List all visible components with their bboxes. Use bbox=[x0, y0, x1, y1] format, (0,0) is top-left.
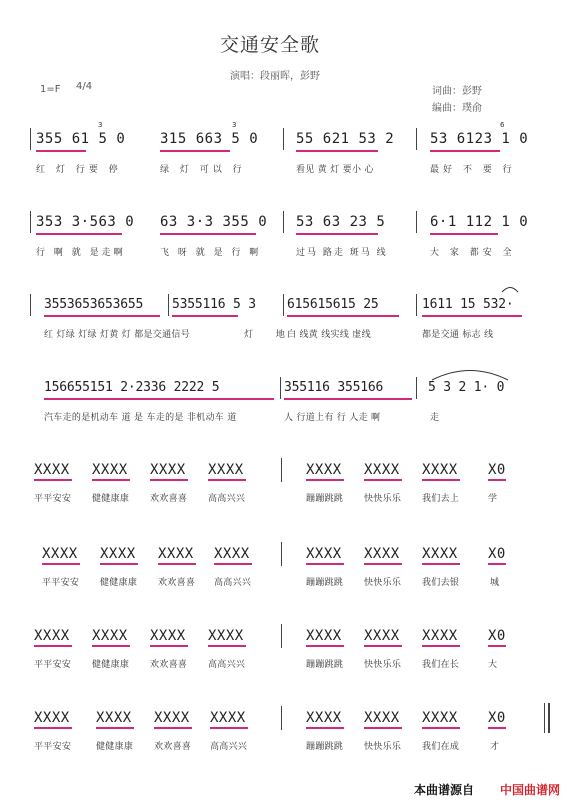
beat: XXXX bbox=[34, 628, 70, 644]
measure: 53 63 23 5 bbox=[296, 214, 386, 230]
beat: XXXX bbox=[364, 628, 400, 644]
lyric: 红 灯 行要 停 bbox=[36, 165, 122, 175]
barline bbox=[281, 458, 282, 482]
barline bbox=[280, 377, 281, 399]
barline bbox=[281, 624, 282, 648]
final-barline bbox=[544, 703, 545, 733]
barline bbox=[30, 128, 31, 150]
barline bbox=[416, 128, 417, 150]
composer-credit: 词曲：彭野 bbox=[432, 86, 482, 97]
measure: 615615615 25 bbox=[287, 297, 379, 312]
rhythm-word: 快快乐乐 bbox=[364, 494, 402, 504]
measure: 55 621 53 2 bbox=[296, 131, 395, 147]
time-signature: 4/4 bbox=[76, 81, 93, 92]
lyric: 过马 路走 斑马 线 bbox=[296, 248, 388, 258]
barline bbox=[283, 294, 284, 316]
barline bbox=[30, 294, 31, 316]
beat: XXXX bbox=[364, 462, 400, 478]
measure: 5355116 5 3 bbox=[172, 297, 256, 312]
measure: 355 61 5 0 bbox=[36, 131, 126, 147]
arranger-credit: 编曲：璞俞 bbox=[432, 103, 482, 114]
beat: XXXX bbox=[422, 710, 458, 726]
lyric: 绿 灯 可以 行 bbox=[160, 165, 246, 175]
beat: XXXX bbox=[208, 628, 244, 644]
rhythm-word: 欢欢喜喜 bbox=[158, 578, 196, 588]
key-signature: 1=F bbox=[40, 84, 61, 95]
rhythm-word: 欢欢喜喜 bbox=[154, 742, 192, 752]
beat: XXXX bbox=[34, 462, 70, 478]
rhythm-word: 我们去银 bbox=[422, 578, 460, 588]
beat: XXXX bbox=[214, 546, 250, 562]
barline bbox=[281, 542, 282, 566]
rhythm-word: 高高兴兴 bbox=[214, 578, 252, 588]
source-prefix: 本曲谱源自 bbox=[414, 783, 475, 797]
barline bbox=[281, 706, 282, 730]
rhythm-word: 蹦蹦跳跳 bbox=[306, 494, 344, 504]
beat: XXXX bbox=[422, 462, 458, 478]
rhythm-word: 健健康康 bbox=[100, 578, 138, 588]
final-barline bbox=[548, 703, 550, 733]
beat: XXXX bbox=[422, 546, 458, 562]
rhythm-word: 欢欢喜喜 bbox=[150, 660, 188, 670]
beat: XXXX bbox=[92, 462, 128, 478]
beat: X0 bbox=[488, 710, 506, 726]
rhythm-word: 我们去上 bbox=[422, 494, 460, 504]
beat: XXXX bbox=[364, 710, 400, 726]
lyric: 人 行道上有 行 人走 啊 bbox=[284, 413, 381, 423]
measure: 3553653653655 bbox=[44, 297, 144, 312]
lyric: 走 bbox=[430, 413, 440, 423]
measure: 1611 15 532· bbox=[422, 297, 514, 312]
beat: XXXX bbox=[150, 628, 186, 644]
beat: XXXX bbox=[306, 546, 342, 562]
measure: 6·1 112 1 0 bbox=[430, 214, 529, 230]
rhythm-word: 快快乐乐 bbox=[364, 742, 402, 752]
rhythm-word: 大 bbox=[488, 660, 498, 670]
rhythm-word: 蹦蹦跳跳 bbox=[306, 742, 344, 752]
rhythm-word: 健健康康 bbox=[96, 742, 134, 752]
beat: X0 bbox=[488, 546, 506, 562]
rhythm-word: 健健康康 bbox=[92, 660, 130, 670]
rhythm-word: 平平安安 bbox=[34, 660, 72, 670]
beat: XXXX bbox=[306, 462, 342, 478]
measure: 353 3·563 0 bbox=[36, 214, 135, 230]
beat: XXXX bbox=[92, 628, 128, 644]
beat: XXXX bbox=[34, 710, 70, 726]
measure: 63 3·3 355 0 bbox=[160, 214, 268, 230]
beat: X0 bbox=[488, 462, 506, 478]
lyric: 看见 黄 灯 要小 心 bbox=[296, 165, 374, 175]
rhythm-word: 我们在成 bbox=[422, 742, 460, 752]
lyric: 汽车走的是机动车 道 是 车走的是 非机动车 道 bbox=[44, 413, 237, 423]
rhythm-word: 蹦蹦跳跳 bbox=[306, 660, 344, 670]
barline bbox=[283, 211, 284, 233]
rhythm-word: 平平安安 bbox=[34, 742, 72, 752]
rhythm-word: 高高兴兴 bbox=[210, 742, 248, 752]
barline bbox=[30, 211, 31, 233]
lyric: 灯 地 bbox=[244, 330, 295, 340]
beat: XXXX bbox=[42, 546, 78, 562]
barline bbox=[416, 377, 417, 399]
lyric: 白 线黄 线实线 虚线 bbox=[287, 330, 371, 340]
measure: 355116 355166 bbox=[284, 380, 384, 395]
lyric: 都是交通 标志 线 bbox=[422, 330, 494, 340]
beat: XXXX bbox=[158, 546, 194, 562]
beat: XXXX bbox=[364, 546, 400, 562]
lyric: 大 家 都安 全 bbox=[430, 248, 516, 258]
barline bbox=[416, 294, 417, 316]
lyric: 最好 不 要 行 bbox=[430, 165, 516, 175]
beat: XXXX bbox=[422, 628, 458, 644]
rhythm-word: 快快乐乐 bbox=[364, 660, 402, 670]
measure: 156655151 2·2336 2222 5 bbox=[44, 380, 220, 395]
lyric: 红 灯绿 灯绿 灯黄 灯 都是交通信号 bbox=[44, 330, 191, 340]
rhythm-word: 城 bbox=[490, 578, 500, 588]
beat: XXXX bbox=[306, 628, 342, 644]
barline bbox=[168, 294, 169, 316]
rhythm-word: 平平安安 bbox=[34, 494, 72, 504]
source-site-link[interactable]: 中国曲谱网 bbox=[500, 783, 561, 797]
barline bbox=[416, 211, 417, 233]
beat: XXXX bbox=[96, 710, 132, 726]
rhythm-word: 平平安安 bbox=[42, 578, 80, 588]
measure: 53 6123 1 0 bbox=[430, 131, 529, 147]
rhythm-word: 健健康康 bbox=[92, 494, 130, 504]
beat: XXXX bbox=[208, 462, 244, 478]
rhythm-word: 蹦蹦跳跳 bbox=[306, 578, 344, 588]
measure: 315 663 5 0 bbox=[160, 131, 259, 147]
rhythm-word: 快快乐乐 bbox=[364, 578, 402, 588]
lyric: 行 啊 就 是走啊 bbox=[36, 248, 126, 258]
barline bbox=[283, 128, 284, 150]
song-title: 交通安全歌 bbox=[219, 34, 320, 56]
rhythm-word: 欢欢喜喜 bbox=[150, 494, 188, 504]
rhythm-word: 我们在长 bbox=[422, 660, 460, 670]
rhythm-word: 学 bbox=[488, 494, 498, 504]
beat: XXXX bbox=[210, 710, 246, 726]
performers: 演唱：段丽晖，彭野 bbox=[230, 71, 320, 82]
beat: XXXX bbox=[154, 710, 190, 726]
rhythm-word: 高高兴兴 bbox=[208, 660, 246, 670]
rhythm-word: 高高兴兴 bbox=[208, 494, 246, 504]
lyric: 飞 呀 就 是 行 啊 bbox=[160, 248, 262, 258]
measure: 5 3 2 1· 0 bbox=[428, 380, 505, 395]
beat: XXXX bbox=[150, 462, 186, 478]
beat: XXXX bbox=[100, 546, 136, 562]
rhythm-word: 才 bbox=[490, 742, 500, 752]
beat: XXXX bbox=[306, 710, 342, 726]
beat: X0 bbox=[488, 628, 506, 644]
